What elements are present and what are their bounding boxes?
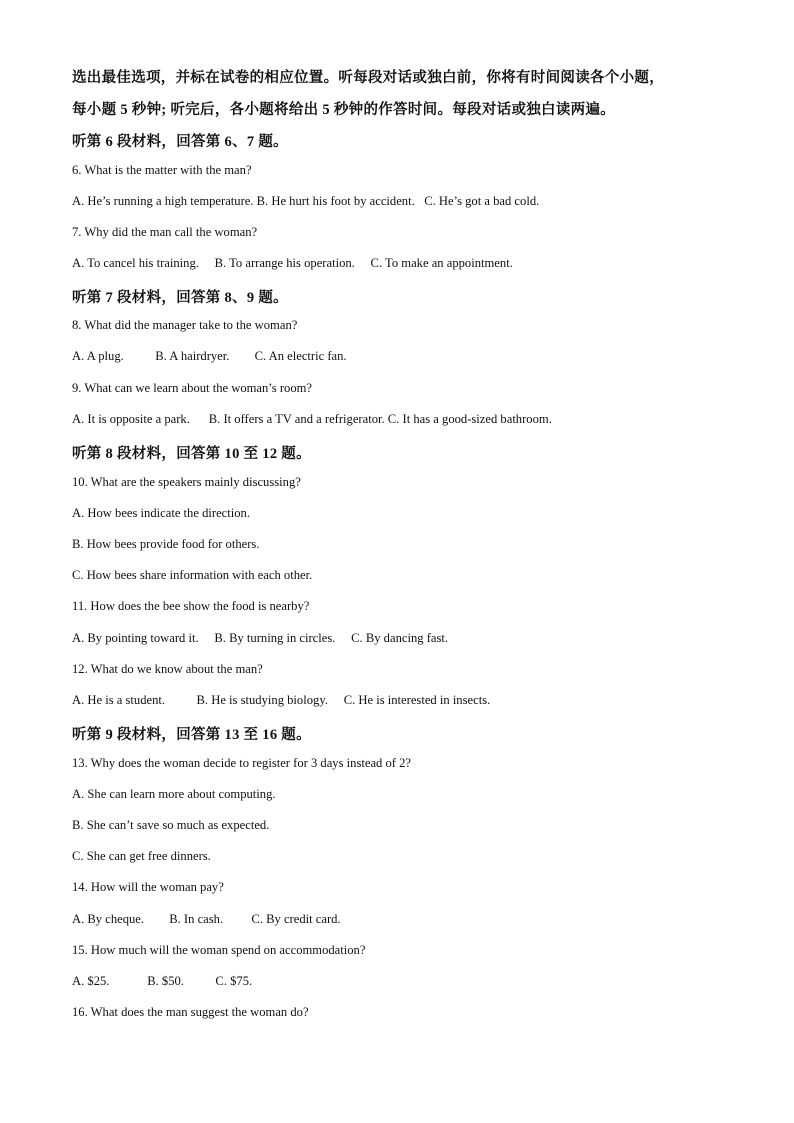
question-12-options: A. He is a student. B. He is studying biology. C. He is interested in insects. (72, 693, 491, 707)
instructions-line-2: 每小题 5 秒钟; 听完后，各小题将给出 5 秒钟的作答时间。每段对话或独白读两遍。 (72, 102, 616, 118)
question-15-options: A. $25. B. $50. C. $75. (72, 974, 253, 988)
question-13-option-c: C. She can get free dinners. (72, 849, 211, 863)
section-heading-6: 听第 6 段材料，回答第 6、7 题。 (72, 134, 288, 150)
question-15-stem: 15. How much will the woman spend on accommodation? (72, 943, 366, 957)
question-16-stem: 16. What does the man suggest the woman do? (72, 1005, 309, 1019)
question-6-options: A. He’s running a high temperature. B. He hurt his foot by accident. C. He’s got a bad cold. (72, 194, 540, 208)
section-heading-7: 听第 7 段材料，回答第 8、9 题。 (72, 290, 288, 306)
question-8-stem: 8. What did the manager take to the woman? (72, 318, 298, 332)
question-6-stem: 6. What is the matter with the man? (72, 163, 252, 177)
question-14-stem: 14. How will the woman pay? (72, 880, 224, 894)
question-10-stem: 10. What are the speakers mainly discussing? (72, 475, 301, 489)
question-9-stem: 9. What can we learn about the woman’s room? (72, 381, 313, 395)
instructions-line-1: 选出最佳选项，并标在试卷的相应位置。听每段对话或独白前，你将有时间阅读各个小题， (72, 70, 664, 86)
question-13-option-b: B. She can’t save so much as expected. (72, 818, 270, 832)
section-heading-9: 听第 9 段材料，回答第 13 至 16 题。 (72, 727, 311, 743)
question-12-stem: 12. What do we know about the man? (72, 662, 263, 676)
question-10-option-c: C. How bees share information with each other. (72, 568, 313, 582)
question-8-options: A. A plug. B. A hairdryer. C. An electric fan. (72, 349, 347, 363)
question-11-stem: 11. How does the bee show the food is nearby? (72, 599, 310, 613)
question-9-options: A. It is opposite a park. B. It offers a TV and a refrigerator. C. It has a good-sized bathroom. (72, 412, 552, 426)
question-11-options: A. By pointing toward it. B. By turning in circles. C. By dancing fast. (72, 631, 449, 645)
question-13-option-a: A. She can learn more about computing. (72, 787, 276, 801)
question-7-options: A. To cancel his training. B. To arrange his operation. C. To make an appointment. (72, 256, 513, 270)
question-14-options: A. By cheque. B. In cash. C. By credit card. (72, 912, 341, 926)
question-7-stem: 7. Why did the man call the woman? (72, 225, 258, 239)
question-13-stem: 13. Why does the woman decide to register for 3 days instead of 2? (72, 756, 412, 770)
section-heading-8: 听第 8 段材料，回答第 10 至 12 题。 (72, 446, 311, 462)
question-10-option-b: B. How bees provide food for others. (72, 537, 260, 551)
question-10-option-a: A. How bees indicate the direction. (72, 506, 251, 520)
